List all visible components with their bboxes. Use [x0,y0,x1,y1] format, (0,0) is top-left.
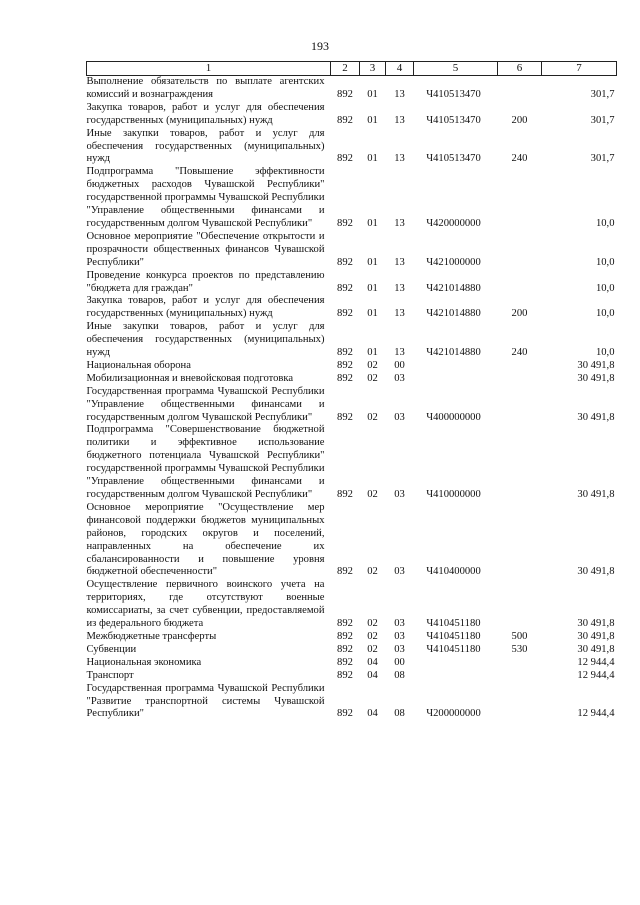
row-pr: 08 [394,708,405,720]
row-name: Основное мероприятие "Обеспечение открытости и прозрачности общественных финансов Чувашской Республики" [86,230,325,268]
table-row [87,631,617,644]
row-csr: Ч421000000 [426,256,481,268]
row-rz: 04 [367,708,378,720]
row-sum: 12 944,4 [577,656,615,668]
row-name: Субвенции [86,643,137,655]
row-vr: 500 [511,630,528,642]
row-gr: 892 [337,282,353,294]
row-rz: 01 [367,114,378,126]
row-vr: 200 [511,114,528,126]
header-cell: 2 [331,62,360,76]
row-pr: 13 [394,256,405,268]
row-name: Национальная оборона [86,359,191,371]
row-pr: 03 [394,411,405,423]
header-cell: 1 [87,62,331,76]
row-rz: 02 [367,618,378,630]
row-pr: 03 [394,618,405,630]
row-pr: 13 [394,282,405,294]
table-row [87,166,617,231]
row-csr: Ч410513470 [426,114,481,126]
row-name: Закупка товаров, работ и услуг для обеспечения государственных (муниципальных) нужд [86,101,325,126]
row-rz: 02 [367,643,378,655]
row-gr: 892 [337,88,353,100]
row-gr: 892 [337,618,353,630]
row-pr: 13 [394,308,405,320]
row-csr [414,360,498,373]
header-cell: 3 [360,62,386,76]
row-pr: 03 [394,566,405,578]
row-sum: 10,0 [595,308,615,320]
row-csr [414,657,498,670]
row-sum: 30 491,8 [577,372,615,384]
table-row [87,373,617,386]
row-name: Иные закупки товаров, работ и услуг для обеспечения государственных (муниципальных) нужд [86,127,325,165]
table-row [87,683,617,722]
row-sum: 30 491,8 [577,489,615,500]
row-vr [498,270,542,296]
row-vr [498,670,542,683]
row-csr: Ч421014880 [426,347,481,359]
table-row [87,579,617,631]
row-csr [414,373,498,386]
table-row [87,670,617,683]
row-sum: 30 491,8 [577,359,615,371]
row-gr: 892 [337,308,353,320]
row-csr: Ч400000000 [426,411,481,423]
table-row [87,502,617,579]
row-gr: 892 [337,372,353,384]
row-vr [498,231,542,270]
row-vr: 200 [511,308,528,320]
row-sum: 12 944,4 [577,669,615,681]
page-number: 193 [311,39,329,53]
row-gr: 892 [337,153,353,165]
row-rz: 01 [367,217,378,229]
header-cell: 4 [386,62,414,76]
table-row [87,295,617,321]
row-pr: 00 [394,359,405,371]
row-sum: 301,7 [590,153,615,165]
row-sum: 30 491,8 [577,630,615,642]
row-csr: Ч410451180 [426,618,481,630]
row-vr: 530 [511,643,528,655]
row-vr: 240 [511,347,528,359]
row-rz: 02 [367,489,378,500]
row-vr [498,424,542,501]
row-sum: 10,0 [595,217,615,229]
table-row [87,321,617,360]
row-rz: 04 [367,656,378,668]
row-vr [498,373,542,386]
row-vr [498,579,542,631]
row-name: Основное мероприятие "Осуществление мер финансовой поддержки бюджетов муниципальных районов, городских округов и поселений, направленных на обеспечение их сбалансированности и повышение уровня бюджетной обеспеченности" [86,501,325,578]
row-gr: 892 [337,656,353,668]
row-gr: 892 [337,669,353,681]
row-gr: 892 [337,347,353,359]
row-sum: 10,0 [595,347,615,359]
row-gr: 892 [337,708,353,720]
table-row [87,360,617,373]
table-row [87,644,617,657]
row-pr: 03 [394,643,405,655]
row-sum: 301,7 [590,88,615,100]
row-gr: 892 [337,359,353,371]
table-row [87,657,617,670]
row-csr: Ч410400000 [426,566,481,578]
row-rz: 01 [367,153,378,165]
row-csr: Ч421014880 [426,282,481,294]
row-sum: 30 491,8 [577,618,615,630]
row-name: Мобилизационная и вневойсковая подготовка [86,372,294,384]
row-gr: 892 [337,489,353,500]
row-sum: 30 491,8 [577,411,615,423]
row-csr: Ч410000000 [426,489,481,500]
row-pr: 13 [394,88,405,100]
row-name: Осуществление первичного воинского учета на территориях, где отсутствуют военные комиссариаты, за счет субвенции, предоставляемой из федерального бюджета [86,579,325,630]
row-vr: 240 [511,153,528,165]
row-pr: 13 [394,153,405,165]
row-name: Проведение конкурса проектов по представлению "бюджета для граждан" [86,269,325,294]
row-vr [498,502,542,579]
table-row [87,76,617,102]
row-gr: 892 [337,411,353,423]
row-name: Транспорт [86,669,134,681]
table-row [87,386,617,425]
row-sum: 301,7 [590,114,615,126]
row-rz: 02 [367,359,378,371]
table-row [87,128,617,167]
row-name: Выполнение обязательств по выплате агентских комиссий и вознаграждения [86,76,325,100]
row-csr: Ч410451180 [426,643,481,655]
row-name: Межбюджетные трансферты [86,630,217,642]
row-pr: 13 [394,114,405,126]
row-name: Государственная программа Чувашской Республики "Развитие транспортной системы Чувашской Республики" [86,682,325,720]
row-sum: 10,0 [595,256,615,268]
row-name: Подпрограмма "Повышение эффективности бюджетных расходов Чувашской Республики" государственной программы Чувашской Республики "Управление общественными финансами и государственным долгом Чувашской Республики" [86,166,325,229]
row-rz: 02 [367,411,378,423]
row-pr: 03 [394,630,405,642]
row-name: Национальная экономика [86,656,202,668]
row-rz: 02 [367,566,378,578]
row-rz: 01 [367,282,378,294]
header-row [87,62,617,76]
row-rz: 01 [367,256,378,268]
row-vr [498,166,542,231]
row-pr: 13 [394,347,405,359]
row-sum: 30 491,8 [577,566,615,578]
row-csr: Ч410513470 [426,153,481,165]
row-vr [498,76,542,102]
row-csr: Ч410513470 [426,88,481,100]
row-sum: 30 491,8 [577,643,615,655]
row-gr: 892 [337,630,353,642]
row-rz: 01 [367,308,378,320]
table-row [87,102,617,128]
row-pr: 08 [394,669,405,681]
row-vr [498,657,542,670]
row-pr: 03 [394,489,405,500]
header-cell: 6 [498,62,542,76]
row-gr: 892 [337,566,353,578]
row-gr: 892 [337,643,353,655]
row-csr: Ч421014880 [426,308,481,320]
table-row [87,231,617,270]
row-pr: 03 [394,372,405,384]
row-rz: 01 [367,347,378,359]
row-pr: 00 [394,656,405,668]
header-cell: 5 [414,62,498,76]
table-row [87,270,617,296]
row-pr: 13 [394,217,405,229]
header-cell: 7 [542,62,617,76]
row-gr: 892 [337,217,353,229]
row-csr: Ч200000000 [426,708,481,720]
row-name: Закупка товаров, работ и услуг для обеспечения государственных (муниципальных) нужд [86,295,325,320]
row-name: Государственная программа Чувашской Республики "Управление общественными финансами и государственным долгом Чувашской Республики" [86,385,325,423]
row-gr: 892 [337,114,353,126]
row-name: Иные закупки товаров, работ и услуг для обеспечения государственных (муниципальных) нужд [86,321,325,359]
row-name: Подпрограмма "Совершенствование бюджетной политики и эффективное использование бюджетного потенциала Чувашской Республики" государственной программы Чувашской Республики "Управление общественными финансами и государственным долгом Чувашской Республики" [86,424,325,500]
budget-table [86,61,617,721]
row-csr: Ч410451180 [426,630,481,642]
row-rz: 02 [367,630,378,642]
row-rz: 02 [367,372,378,384]
row-vr [498,386,542,425]
row-csr: Ч420000000 [426,217,481,229]
row-sum: 10,0 [595,282,615,294]
row-csr [414,670,498,683]
row-vr [498,360,542,373]
row-vr [498,683,542,722]
row-sum: 12 944,4 [577,708,615,720]
row-rz: 01 [367,88,378,100]
row-rz: 04 [367,669,378,681]
table-row [87,424,617,501]
row-gr: 892 [337,256,353,268]
